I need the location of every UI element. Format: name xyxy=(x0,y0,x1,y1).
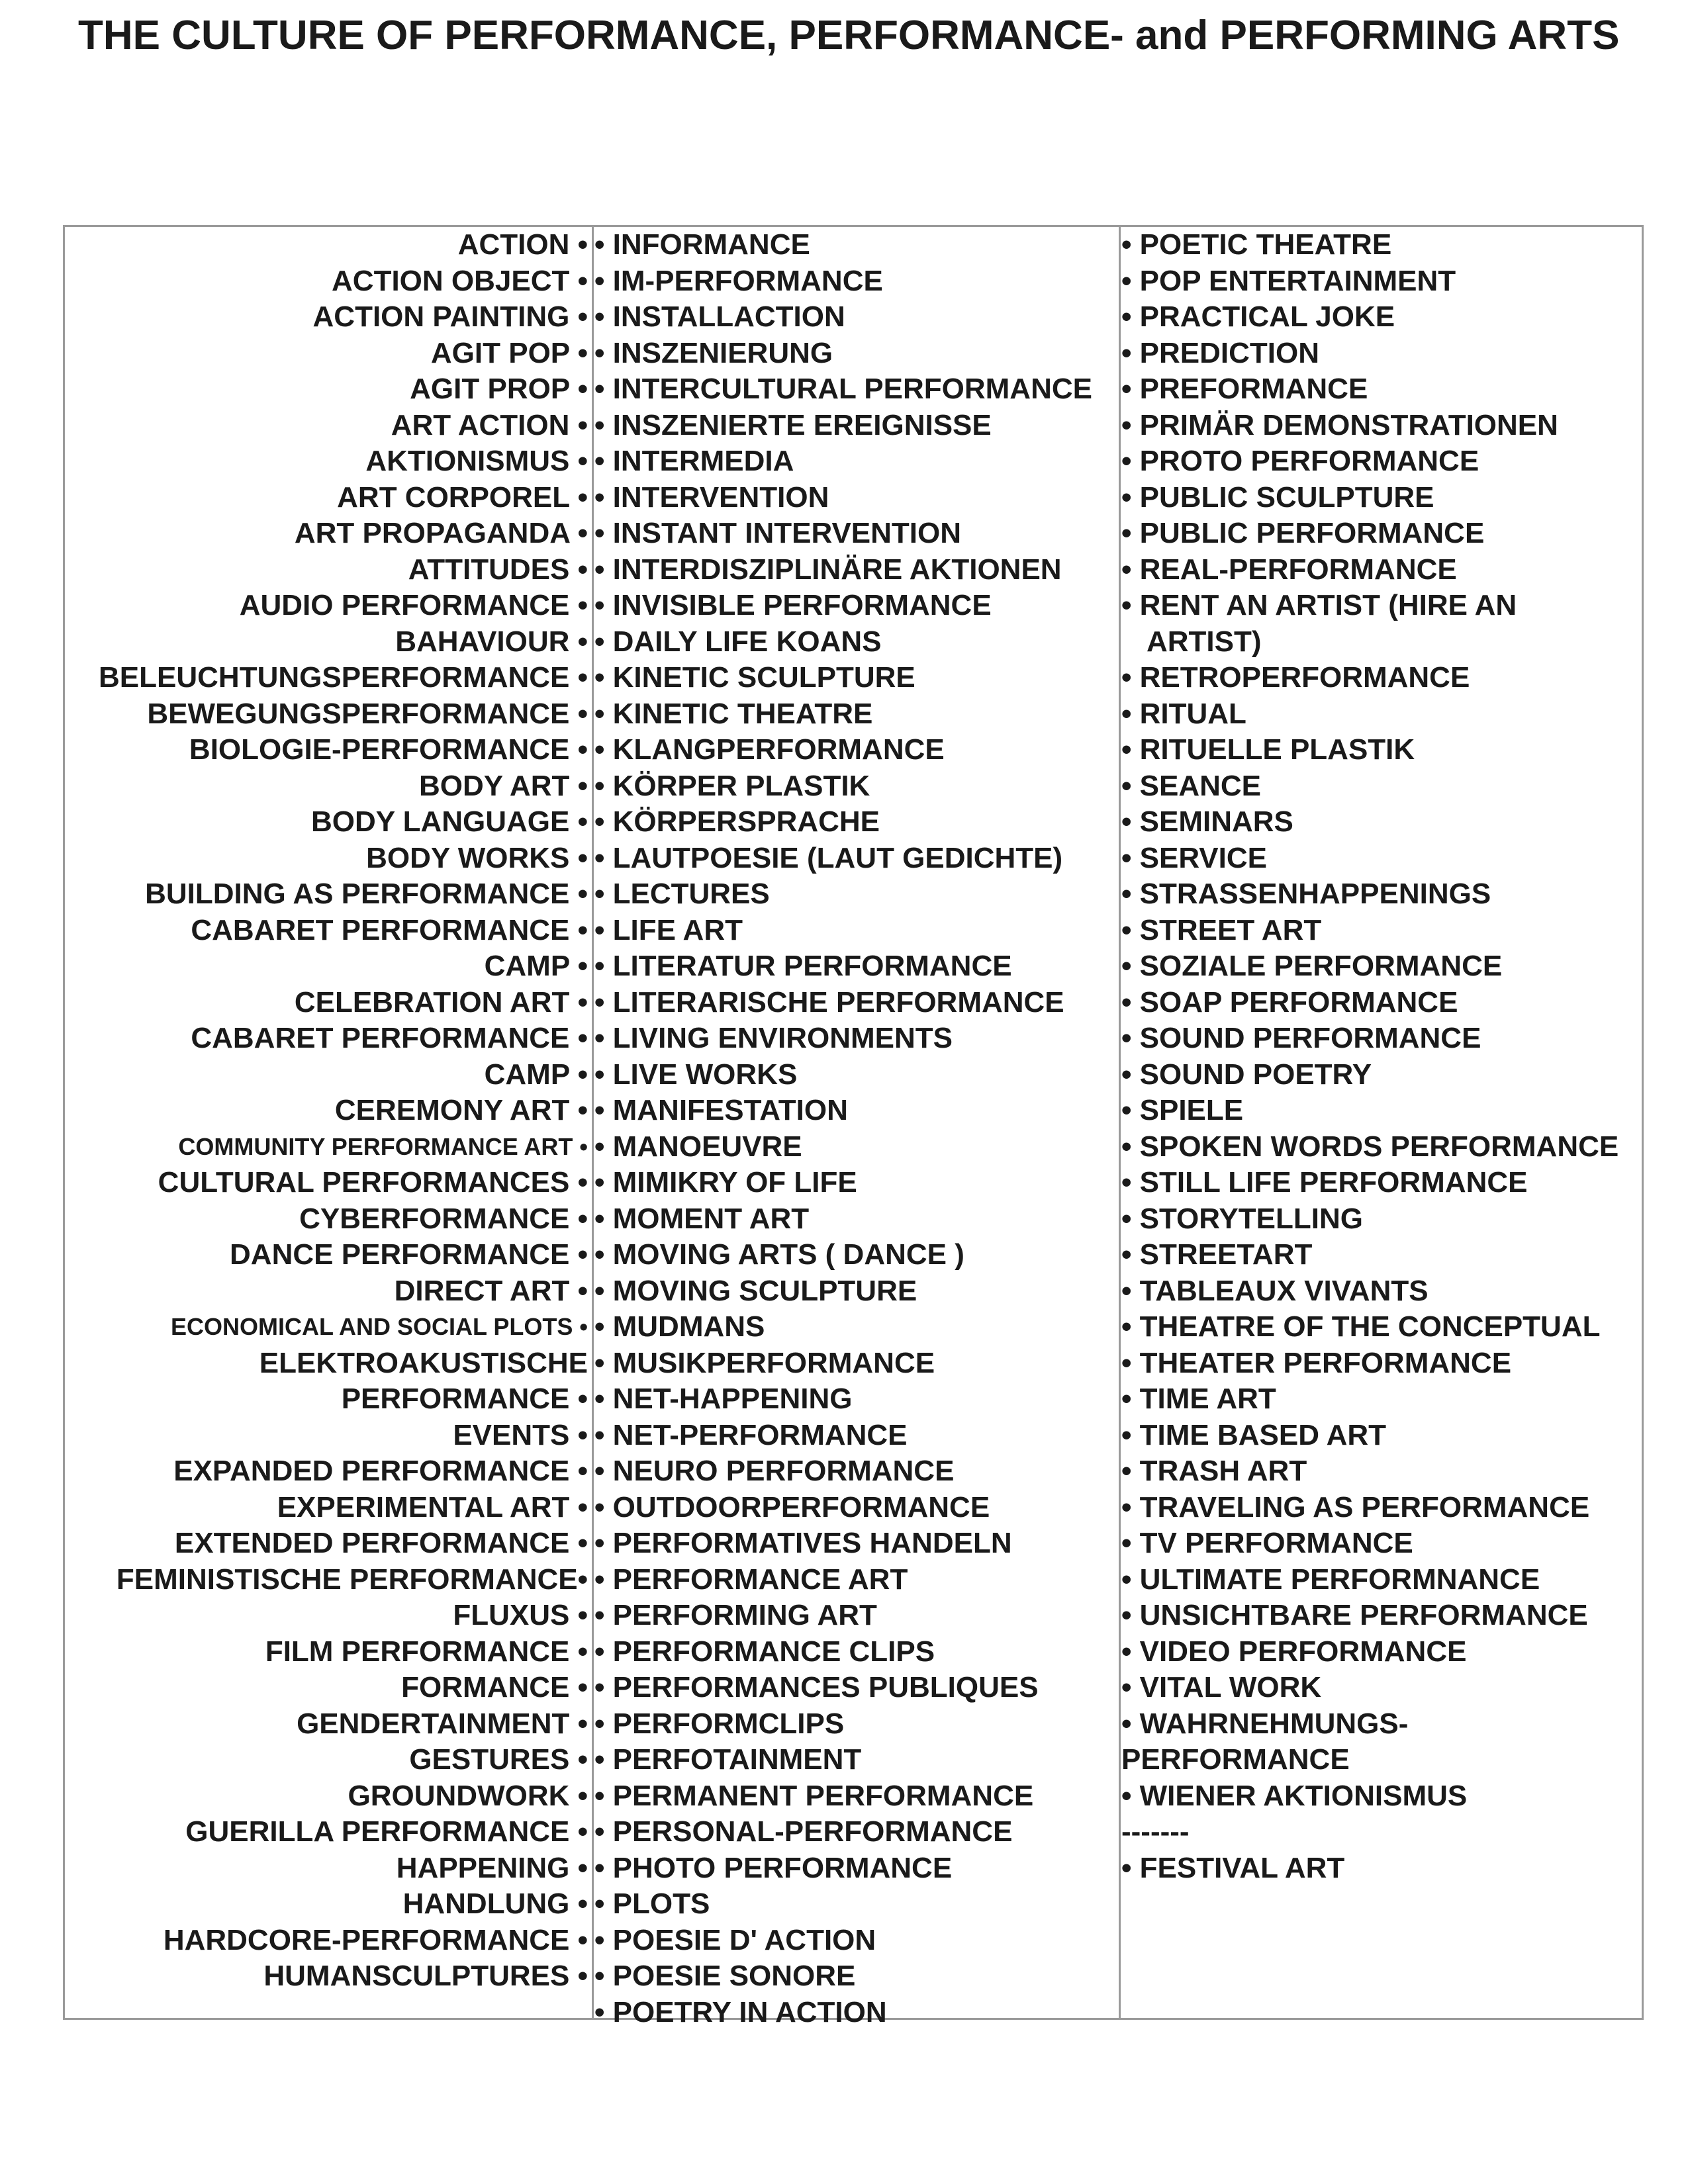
list-item: HARDCORE-PERFORMANCE • xyxy=(163,1923,588,1956)
list-item: • NEURO PERFORMANCE xyxy=(594,1455,955,1487)
list-item: • LIVE WORKS xyxy=(594,1058,798,1091)
list-item: ELEKTROAKUSTISCHE xyxy=(259,1346,588,1379)
list-item: BELEUCHTUNGSPERFORMANCE • xyxy=(99,661,588,694)
list-item: • SOUND POETRY xyxy=(1121,1058,1372,1091)
list-item: • MIMIKRY OF LIFE xyxy=(594,1166,857,1199)
list-item: • TV PERFORMANCE xyxy=(1121,1527,1413,1559)
list-item: • MANIFESTATION xyxy=(594,1094,848,1126)
list-item: • PREFORMANCE xyxy=(1121,373,1368,405)
list-item: • MOVING ARTS ( DANCE ) xyxy=(594,1238,964,1271)
list-item: ART PROPAGANDA • xyxy=(294,517,588,549)
list-item: • FESTIVAL ART xyxy=(1121,1851,1345,1884)
list-item: • SOUND PERFORMANCE xyxy=(1121,1022,1481,1054)
list-item: • RITUELLE PLASTIK xyxy=(1121,733,1415,766)
list-item: ------- xyxy=(1121,1815,1190,1848)
list-item: • POESIE SONORE xyxy=(594,1960,856,1992)
list-item: • INTERDISZIPLINÄRE AKTIONEN xyxy=(594,553,1062,586)
list-item: BAHAVIOUR • xyxy=(395,625,588,658)
list-item: CABARET PERFORMANCE • xyxy=(191,913,588,946)
list-item: FILM PERFORMANCE • xyxy=(265,1635,588,1668)
list-item: • MUDMANS xyxy=(594,1310,765,1343)
list-item: CEREMONY ART • xyxy=(334,1094,588,1126)
list-item: • PERFORMATIVES HANDELN xyxy=(594,1527,1012,1559)
list-item: • IM-PERFORMANCE xyxy=(594,264,883,297)
list-item: • LIFE ART xyxy=(594,913,743,946)
list-item: • KLANGPERFORMANCE xyxy=(594,733,945,766)
list-item: • SEANCE xyxy=(1121,769,1261,802)
page-title: THE CULTURE OF PERFORMANCE, PERFORMANCE- and PERFORMING ARTS xyxy=(78,13,1620,58)
list-item: CELEBRATION ART • xyxy=(294,985,588,1019)
list-item: • STREETART xyxy=(1121,1238,1313,1271)
list-item: • INTERCULTURAL PERFORMANCE xyxy=(594,373,1092,405)
list-item: EXPERIMENTAL ART • xyxy=(277,1490,588,1524)
list-item: • TRASH ART xyxy=(1121,1455,1307,1487)
list-item: ECONOMICAL AND SOCIAL PLOTS • xyxy=(171,1313,588,1340)
list-item: • REAL-PERFORMANCE xyxy=(1121,553,1457,586)
list-item: CABARET PERFORMANCE • xyxy=(191,1022,588,1054)
list-item: • PLOTS xyxy=(594,1888,710,1920)
list-item: • PERFORMANCES PUBLIQUES xyxy=(594,1671,1039,1704)
list-item: • PERFORMING ART xyxy=(594,1599,877,1631)
list-item: • PERSONAL-PERFORMANCE xyxy=(594,1815,1013,1848)
list-item: • OUTDOORPERFORMANCE xyxy=(594,1490,990,1524)
list-item: • INVISIBLE PERFORMANCE xyxy=(594,589,992,621)
list-item: EVENTS • xyxy=(453,1418,588,1451)
list-item: • TIME ART xyxy=(1121,1383,1276,1415)
list-item: • INSTALLACTION xyxy=(594,300,845,333)
list-item: • LITERATUR PERFORMANCE xyxy=(594,950,1012,982)
list-item: PERFORMANCE • xyxy=(341,1383,588,1415)
list-item: • PROTO PERFORMANCE xyxy=(1121,445,1479,477)
list-item: ART ACTION • xyxy=(391,408,588,441)
list-item: • POESIE D' ACTION xyxy=(594,1923,876,1956)
list-item: • MOVING SCULPTURE xyxy=(594,1274,917,1307)
list-item: • SOAP PERFORMANCE xyxy=(1121,985,1458,1019)
list-item: • STREET ART xyxy=(1121,913,1322,946)
list-item: • POETRY IN ACTION xyxy=(594,1995,887,2028)
list-item: • UNSICHTBARE PERFORMANCE xyxy=(1121,1599,1588,1631)
list-item: BEWEGUNGSPERFORMANCE • xyxy=(147,697,588,730)
list-item: BODY LANGUAGE • xyxy=(311,805,588,838)
list-item: HUMANSCULPTURES • xyxy=(263,1960,588,1992)
list-item: • NET-HAPPENING xyxy=(594,1383,853,1415)
terms-table xyxy=(63,225,1644,2028)
list-item: • THEATRE OF THE CONCEPTUAL xyxy=(1121,1310,1601,1343)
right-column xyxy=(1121,227,1644,1886)
list-item: • INSZENIERTE EREIGNISSE xyxy=(594,408,992,441)
list-item: FEMINISTISCHE PERFORMANCE• xyxy=(116,1563,588,1596)
list-item: EXPANDED PERFORMANCE • xyxy=(173,1455,588,1487)
list-item: • PUBLIC SCULPTURE xyxy=(1121,480,1434,514)
list-item: ARTIST) xyxy=(1147,625,1262,658)
list-item: • MANOEUVRE xyxy=(594,1130,802,1163)
list-item: ACTION • xyxy=(457,228,588,261)
list-item: • PUBLIC PERFORMANCE xyxy=(1121,517,1485,549)
list-item: • KÖRPER PLASTIK xyxy=(594,769,870,802)
list-item: ATTITUDES • xyxy=(408,553,588,586)
list-item: CAMP • xyxy=(484,1058,588,1091)
list-item: • WAHRNEHMUNGS- xyxy=(1121,1707,1409,1740)
list-item: • VITAL WORK xyxy=(1121,1671,1322,1704)
list-item: GENDERTAINMENT • xyxy=(297,1707,588,1740)
list-item: • STRASSENHAPPENINGS xyxy=(1121,878,1491,910)
left-column xyxy=(65,227,588,1995)
list-item: AKTIONISMUS • xyxy=(365,445,588,477)
list-item: • PERFOTAINMENT xyxy=(594,1743,862,1776)
list-item: PERFORMANCE xyxy=(1121,1743,1350,1776)
list-item: • SPOKEN WORDS PERFORMANCE xyxy=(1121,1130,1619,1163)
list-item: • KINETIC SCULPTURE xyxy=(594,661,915,694)
list-item: GUERILLA PERFORMANCE • xyxy=(185,1815,588,1848)
list-item: • LAUTPOESIE (LAUT GEDICHTE) xyxy=(594,841,1063,874)
list-item: • TIME BASED ART xyxy=(1121,1418,1386,1451)
list-item: • STILL LIFE PERFORMANCE xyxy=(1121,1166,1528,1199)
list-item: DANCE PERFORMANCE • xyxy=(230,1238,588,1271)
list-item: • ULTIMATE PERFORMNANCE xyxy=(1121,1563,1540,1596)
list-item: • NET-PERFORMANCE xyxy=(594,1418,908,1451)
list-item: CULTURAL PERFORMANCES • xyxy=(158,1166,588,1199)
list-item: • INFORMANCE xyxy=(594,228,810,261)
list-item: • STORYTELLING xyxy=(1121,1202,1363,1235)
column-divider xyxy=(592,227,594,2018)
list-item: • PERFORMANCE CLIPS xyxy=(594,1635,935,1668)
list-item: • INSTANT INTERVENTION xyxy=(594,517,962,549)
list-item: • PERFORMCLIPS xyxy=(594,1707,845,1740)
list-item: • POP ENTERTAINMENT xyxy=(1121,264,1456,297)
list-item: • PRACTICAL JOKE xyxy=(1121,300,1395,333)
list-item: • SERVICE xyxy=(1121,841,1267,874)
list-item: AGIT POP • xyxy=(430,336,588,369)
list-item: HANDLUNG • xyxy=(402,1888,588,1920)
middle-column xyxy=(594,227,1111,2030)
list-item: • KINETIC THEATRE xyxy=(594,697,873,730)
list-item: GESTURES • xyxy=(409,1743,588,1776)
list-item: • SPIELE xyxy=(1121,1094,1244,1126)
list-item: ACTION PAINTING • xyxy=(312,300,588,333)
list-item: FLUXUS • xyxy=(453,1599,588,1631)
list-item: • SOZIALE PERFORMANCE xyxy=(1121,950,1503,982)
list-item: • LECTURES xyxy=(594,878,770,910)
list-item: • INSZENIERUNG xyxy=(594,336,833,369)
list-item: EXTENDED PERFORMANCE • xyxy=(174,1527,588,1559)
list-item: • SEMINARS xyxy=(1121,805,1293,838)
list-item: CYBERFORMANCE • xyxy=(299,1202,588,1235)
list-item: • PREDICTION xyxy=(1121,336,1319,369)
list-item: FORMANCE • xyxy=(401,1671,588,1704)
list-item: • WIENER AKTIONISMUS xyxy=(1121,1779,1468,1812)
list-item: • DAILY LIFE KOANS xyxy=(594,625,882,658)
list-item: • LIVING ENVIRONMENTS xyxy=(594,1022,953,1054)
list-item: • POETIC THEATRE xyxy=(1121,228,1392,261)
list-item: • PHOTO PERFORMANCE xyxy=(594,1851,953,1884)
list-item: • TRAVELING AS PERFORMANCE xyxy=(1121,1490,1590,1524)
list-item: BODY ART • xyxy=(419,769,588,802)
list-item: GROUNDWORK • xyxy=(348,1779,588,1812)
list-item: COMMUNITY PERFORMANCE ART • xyxy=(178,1132,588,1160)
list-item: ACTION OBJECT • xyxy=(332,264,588,297)
list-item: • TABLEAUX VIVANTS xyxy=(1121,1274,1429,1307)
list-item: BUILDING AS PERFORMANCE • xyxy=(145,878,588,910)
list-item: • MOMENT ART xyxy=(594,1202,810,1235)
list-item: AUDIO PERFORMANCE • xyxy=(239,589,588,621)
list-item: • MUSIKPERFORMANCE xyxy=(594,1346,935,1379)
list-item: • INTERMEDIA xyxy=(594,445,794,477)
list-item: BIOLOGIE-PERFORMANCE • xyxy=(189,733,588,766)
list-item: • PRIMÄR DEMONSTRATIONEN xyxy=(1121,408,1558,441)
list-item: BODY WORKS • xyxy=(366,841,588,874)
list-item: • PERFORMANCE ART xyxy=(594,1563,908,1596)
list-item: • RETROPERFORMANCE xyxy=(1121,661,1470,694)
list-item: • KÖRPERSPRACHE xyxy=(594,805,880,838)
list-item: • INTERVENTION xyxy=(594,480,829,514)
list-item: DIRECT ART • xyxy=(394,1274,588,1307)
list-item: • VIDEO PERFORMANCE xyxy=(1121,1635,1467,1668)
list-item: • RENT AN ARTIST (HIRE AN xyxy=(1121,589,1517,621)
list-item: • RITUAL xyxy=(1121,697,1246,730)
list-item: • PERMANENT PERFORMANCE xyxy=(594,1779,1034,1812)
column-divider xyxy=(1119,227,1121,2018)
list-item: • LITERARISCHE PERFORMANCE xyxy=(594,985,1064,1019)
list-item: CAMP • xyxy=(484,950,588,982)
list-item: ART CORPOREL • xyxy=(337,480,588,514)
list-item: AGIT PROP • xyxy=(410,373,588,405)
list-item: HAPPENING • xyxy=(396,1851,588,1884)
list-item: • THEATER PERFORMANCE xyxy=(1121,1346,1512,1379)
